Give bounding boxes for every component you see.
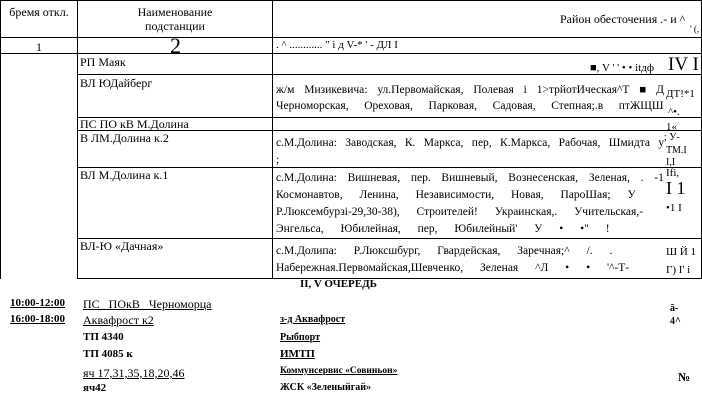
schedule-name-6: яч42 [83,382,107,394]
row-mark-rp-mayak: IV I [668,54,699,75]
number-sign: № [678,370,691,384]
header-bottom-border [0,37,702,38]
header-time-col: бремя откл. [9,5,69,19]
row-area-rp-mayak: ■, V ' ' • • itдф [590,62,654,74]
side-mark-1: ā- [670,303,679,314]
schedule-area-2: з-д Аквафрост [280,314,346,325]
row-mark-vl-daiberg-2: ^•. [668,106,680,118]
schedule-time-2: 16:00-18:00 [10,313,65,325]
number-row-c2: 2 [170,33,181,58]
row-area-vl-mdolina-k2-line1: с.М.Долина: Заводская, К. Маркса, пер, К.Маркса, Рабочая, Шмидта у [276,137,665,149]
schedule-name-2: Аквафрост к2 [83,313,154,327]
header-area-col: Район обесточения .- и ^ [560,12,686,26]
header-area-col-tail: ' (, [690,24,700,34]
row-area-vl-daiberg-line1: ж/м Мизикевича: ул.Первомайская, Полевая i 1>трйотИческая^Т ■ Д [276,84,664,96]
number-row-bottom-border [0,53,702,54]
row-mark-vl-mdolina-k2-2: ТМ.I [666,145,687,156]
row-mark-vl-dachnaya-1: Ш Й 1 [666,246,697,258]
number-row-c1: 1 [36,40,42,54]
row-mark-ps-mdolina: 1« [666,121,677,133]
schedule-area-4: ИМТП [280,348,315,360]
row-area-vl-mdolina-k1-line3: Р.Люксембурзі-29,30-38), Строителей! Украинская,. Учительская,- [276,206,643,218]
schedule-name-3: ТП 4340 [83,331,124,343]
row-mark-vl-mdolina-k2-3: I,I [666,157,676,168]
row-mark-vl-mdolina-k2-1: ; У- [664,132,680,143]
row-border-4 [77,167,702,168]
row-name-vl-daiberg: ВЛ ЮДайберг [80,76,153,90]
row-name-vl-dachnaya: ВЛ-Ю «Дачная» [80,239,164,253]
row-area-vl-mdolina-k2-line2: ; [276,154,280,166]
row-name-rp-mayak: РП Маяк [80,55,126,69]
schedule-time-1: 10:00-12:00 [10,297,65,309]
side-mark-2: 4^ [670,316,681,327]
row-mark-vl-daiberg-1: ДТ!*1 [666,88,695,100]
row-border-1 [77,74,702,75]
row-name-vl-mdolina-k1: ВЛ М.Долина к.1 [80,168,169,182]
row-mark-vl-mdolina-k1-1: Ifi, [666,167,680,179]
schedule-area-6: ЖСК «Зеленыйгай» [280,382,372,393]
row-area-vl-daiberg-line2: Черноморская, Ореховая, Парковая, Садовая, Степная;.в птЖЩШ [276,100,664,112]
number-row-c3: . ^ ............ " i д V-* ' - ДЛ I [276,39,398,51]
queue-title: II, V ОЧЕРЕДЬ [300,278,377,290]
schedule-name-1: ПС ПОкВ Черноморца [83,297,212,311]
row-mark-vl-mdolina-k1-2: I 1 [666,178,686,198]
row-border-6 [77,278,702,279]
col-border-name [272,0,273,279]
table-top-border [0,0,702,1]
row-mark-vl-mdolina-k1-3: •1 I [666,202,682,214]
row-mark-vl-dachnaya-2: Г) I' i [666,264,691,276]
row-area-vl-mdolina-k1-line4: Энгельса, Юбилейная, пер, Юбилейный' У • •" ! [276,223,610,235]
row-border-5 [77,238,702,239]
header-name-col: Наименование подстанции [137,5,213,33]
row-area-vl-dachnaya-line2: Набережная.Первомайская,Шевченко, Зеленая ^Л • • '^-Т- [276,262,630,274]
row-name-ps-mdolina: ПС ПО кВ М.Долина [80,117,189,131]
row-area-vl-mdolina-k1-line1: с.М.Долина: Вишневая, пер. Вишневый, Вознесенская, Зеленая, . -1 [276,172,664,184]
row-name-vl-mdolina-k2: В ЛМ.Долина к.2 [80,131,169,145]
row-area-vl-dachnaya-line1: с.М.Долипа: Р.Люксшбург, Гвардейская, Заречная;^ /. . [276,245,613,257]
schedule-name-5: яч 17,31,35,18,20,46 [83,366,185,380]
col-border-time [77,0,78,279]
schedule-name-4: ТП 4085 к [83,348,133,360]
schedule-area-5: Коммунсервис «Совиньон» [280,366,398,376]
col-border-left [0,0,1,279]
row-area-vl-mdolina-k1-line2: Космонавтов, Ленина, Независимости, Новая, ПароШая; У [276,189,636,201]
schedule-area-3: Рыбпорт [280,332,321,343]
